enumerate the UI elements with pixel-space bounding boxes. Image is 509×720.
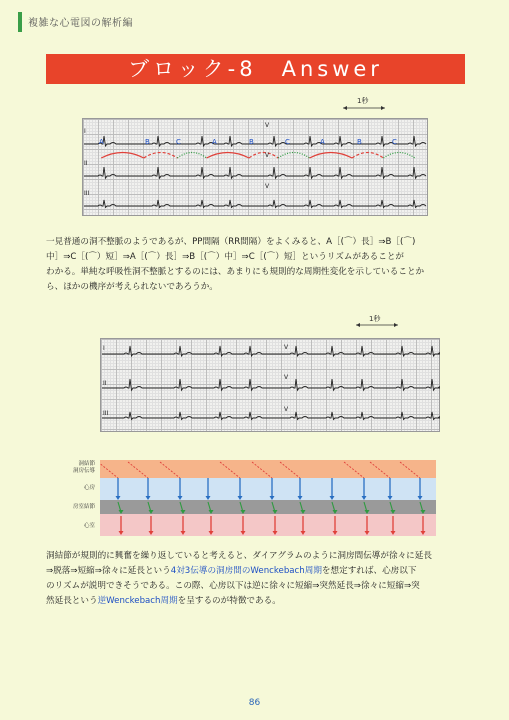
interval-arc <box>278 153 309 159</box>
interval-arc <box>383 153 414 159</box>
lane-sa <box>100 460 436 478</box>
interval-label-b: B <box>357 138 362 146</box>
ecg-lead-trace <box>84 167 426 178</box>
ecg-lead-trace <box>102 412 440 420</box>
text-line: 中］⇒C［(⌒）短］⇒A［(⌒）長］⇒B［(⌒）中］⇒C［(⌒）短］というリズムがあることが <box>46 252 405 262</box>
highlight-term: 逆Wenckebach周期 <box>97 596 178 606</box>
interval-arc <box>310 153 353 159</box>
ecg-lead-trace <box>84 200 426 208</box>
interval-arc <box>144 153 178 159</box>
scale-label: 1秒 <box>369 315 381 323</box>
interval-label-c: C <box>285 138 290 146</box>
text-line: ら、ほかの機序が考えられないであろうか。 <box>46 282 218 292</box>
lane-atrium <box>100 478 436 500</box>
interval-arc <box>249 153 278 159</box>
ecg-trace-2 <box>100 338 440 432</box>
text-line: 洞結節が規則的に興奮を繰り返していると考えると、ダイアグラムのように洞房間伝導が徐々に延長 <box>46 551 432 561</box>
explanation-paragraph-2 <box>46 549 466 609</box>
text-line: ⇒脱落⇒短縮⇒徐々に延長という4対3伝導の洞房間のWenckebach周期を想定すれば、心房以下 <box>46 566 417 576</box>
scale-bar <box>341 104 387 112</box>
interval-label-c: C <box>392 138 397 146</box>
lane-label-ventricle: 心室 <box>83 523 95 529</box>
lane-label-sa: 洞結節 洞房伝導 <box>72 461 95 474</box>
interval-label-a: A <box>99 138 104 146</box>
page-title: ブロック-8 Answer <box>128 57 383 81</box>
lead-label-iii: III <box>84 190 90 197</box>
lead-label-ii: II <box>103 380 107 387</box>
interval-label-a: A <box>212 138 217 146</box>
lane-label-atrium: 心房 <box>83 485 95 491</box>
interval-arc <box>177 153 206 159</box>
interval-arc <box>101 153 144 159</box>
v-marker: V <box>265 152 270 159</box>
lead-label-i: I <box>84 128 86 135</box>
section-accent-bar <box>18 12 22 32</box>
interval-label-c: C <box>176 138 181 146</box>
scale-label: 1秒 <box>357 97 369 105</box>
lead-label-iii: III <box>103 410 109 417</box>
page-number: 86 <box>248 698 261 708</box>
v-marker: V <box>265 183 270 190</box>
lead-label-ii: II <box>84 160 88 167</box>
highlight-term: 4対3伝導の洞房間のWenckebach周期 <box>170 566 322 576</box>
v-marker: V <box>284 406 289 413</box>
ecg-trace-1 <box>82 118 428 216</box>
lead-label-i: I <box>103 345 105 352</box>
ecg-lead-trace <box>102 346 440 356</box>
interval-label-b: B <box>249 138 254 146</box>
v-marker: V <box>265 122 270 129</box>
v-marker: V <box>284 374 289 381</box>
section-title: 複雑な心電図の解析編 <box>28 18 133 29</box>
text-line: 一見普通の洞不整脈のようであるが、PP間隔（RR間隔）をよくみると、A［(⌒）長］⇒B［(⌒) <box>46 237 416 247</box>
text-line: わかる。単純な呼吸性洞不整脈とするのには、あまりにも規則的な周期性変化を示していることか <box>46 267 425 277</box>
ladder-diagram <box>100 458 438 538</box>
scale-bar <box>354 321 400 329</box>
interval-label-b: B <box>145 138 150 146</box>
explanation-paragraph-1 <box>46 235 466 295</box>
v-marker: V <box>284 344 289 351</box>
interval-arc <box>352 153 383 159</box>
ecg-lead-trace <box>84 136 426 146</box>
interval-label-a: A <box>320 138 325 146</box>
ecg-lead-trace <box>102 379 440 390</box>
interval-arc <box>206 153 249 159</box>
lane-label-av-node: 房室結節 <box>72 504 95 510</box>
text-line: 然延長という逆Wenckebach周期を呈するのが特徴である。 <box>46 596 281 606</box>
text-line: のリズムが説明できそうである。この際、心房以下は逆に徐々に短縮⇒突然延長⇒徐々に短縮⇒突 <box>46 581 420 591</box>
